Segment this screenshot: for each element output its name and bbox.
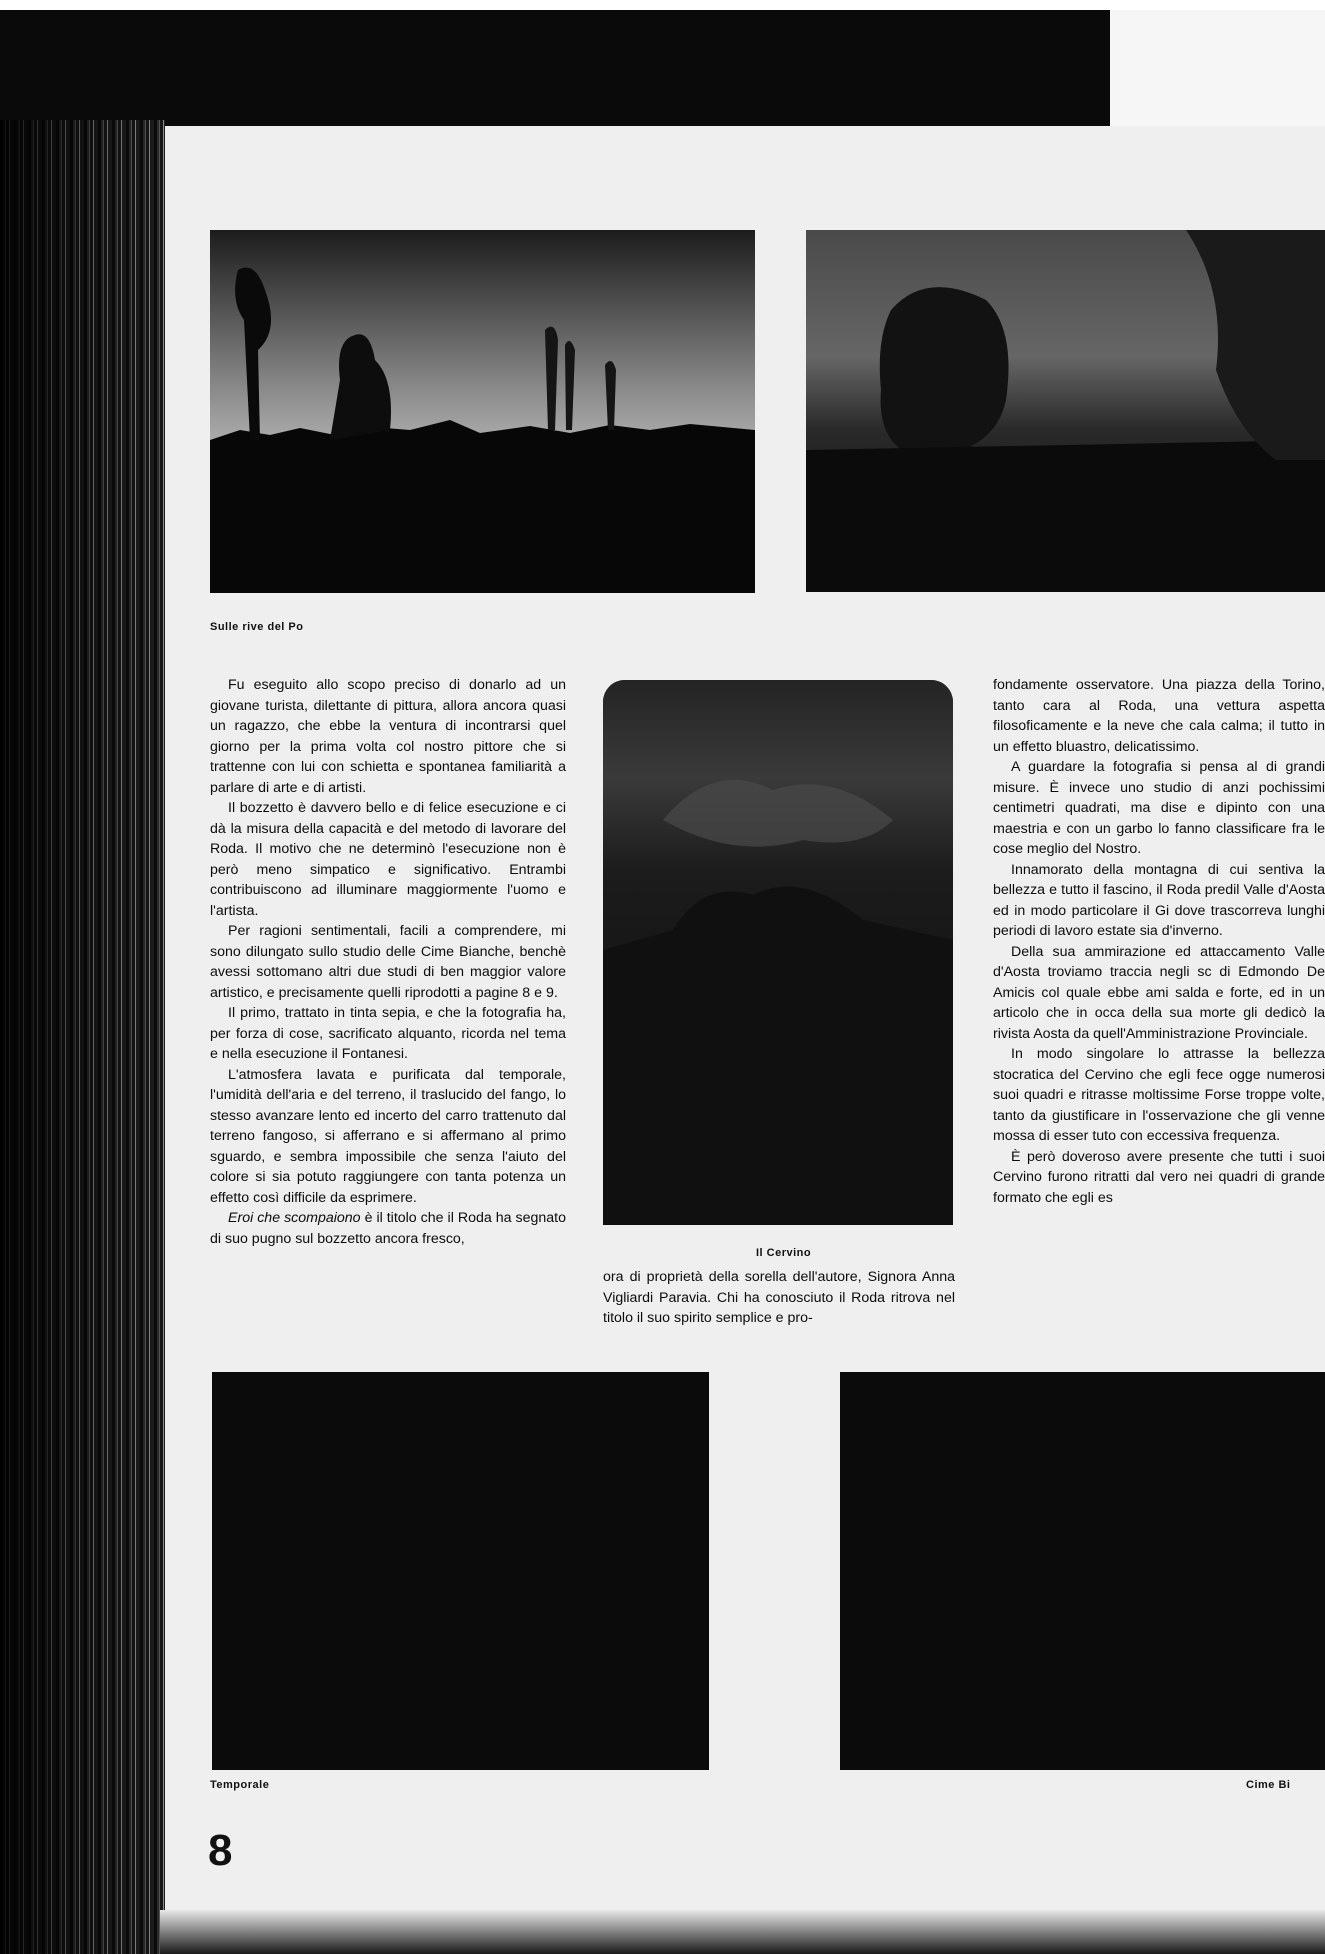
left-paragraph-2: Il bozzetto è davvero bello e di felice esecuzione e ci dà la misura della capacità e del metodo di lavorare del Roda. Il motivo che ne determinò l'esecuzione non è però meno simpatico e significativo. Entrambi contribuiscono ad illuminare maggiormente l'uomo e l'artista.: [210, 800, 566, 919]
caption-sulle-rive-del-po: Sulle rive del Po: [210, 621, 304, 633]
right-paragraph-4: Della sua ammirazione ed attaccamento Valle d'Aosta troviamo traccia negli sc di Edmondo De Amicis col quale ebbe ami salda e forte, ed in un articolo che in occa della sua morte gli dedicò la rivista Aosta da quell'Amministrazione Provinciale.: [993, 943, 1325, 1042]
caption-cime-bianche: Cime Bi: [1246, 1779, 1291, 1791]
caption-temporale: Temporale: [210, 1779, 270, 1791]
photo-il-cervino: [603, 680, 953, 1225]
spine-shadow: [0, 120, 165, 1954]
title-eroi-che-scompaiono: Eroi che scompaiono: [228, 1210, 361, 1226]
right-paragraph-1: fondamente osservatore. Una piazza della Torino, tanto cara al Roda, una vettura aspetta filosoficamente e la neve che cala calma; il tutto in un effetto bluastro, delicatissimo.: [993, 677, 1325, 755]
photo-top-right: [806, 230, 1325, 592]
photo-temporale: [212, 1372, 709, 1770]
right-paragraph-5: In modo singolare lo attrasse la bellezza stocratica del Cervino che egli fece ogge numerosi suoi quadri e ritrasse moltissime Forse troppe volte, tanto da giustificare in l'osservazione che gli venne mossa di esser tuto con eccessiva frequenza.: [993, 1046, 1325, 1144]
left-paragraph-4: Il primo, trattato in tinta sepia, e che la fotografia ha, per forza di cose, sacrificato alquanto, ricorda nel tema e nella esecuzione il Fontanesi.: [210, 1005, 566, 1062]
center-text-column: ora di proprietà della sorella dell'autore, Signora Anna Vigliardi Paravia. Chi ha conosciuto il Roda ritrova nel titolo il suo spirito semplice e pro-: [603, 1269, 955, 1326]
left-paragraph-6-rest: è il titolo che il Roda ha segnato di suo pugno sul bozzetto ancora fresco,: [210, 1210, 566, 1247]
page-bottom-shadow: [160, 1910, 1325, 1954]
right-text-column: [993, 675, 1325, 1208]
left-paragraph-1: Fu eseguito allo scopo preciso di donarlo ad un giovane turista, dilettante di pittura, allora ancora quasi un ragazzo, che ebbe la ventura di incontrarsi quel giorno per la prima volta col nostro pittore che si trattenne con lui con schietta e spontanea familiarità a parlare di arte e di artisti.: [210, 677, 566, 796]
caption-il-cervino: Il Cervino: [756, 1247, 812, 1259]
left-paragraph-5: L'atmosfera lavata e purificata dal temporale, l'umidità dell'aria e del terreno, il traslucido del fango, lo stesso avanzare lento ed incerto del carro trattenuto dal terreno fangoso, si afferrano e si affermano al primo sguardo, e sembra impossibile che senza l'aiuto del colore si sia potuto raggiungere con tanta potenza un effetto così difficile da esprimere.: [210, 1066, 566, 1206]
top-dark-band: [0, 10, 1110, 128]
right-paragraph-2: A guardare la fotografia si pensa al di grandi misure. È invece uno studio di anzi pochissimi centimetri quadrati, ma dise e dipinto con una maestria e con un garbo lo fanno classificare fra le cose meglio del Nostro.: [993, 759, 1325, 857]
left-text-column: [210, 675, 566, 1249]
right-paragraph-3: Innamorato della montagna di cui sentiva la bellezza e tutto il fascino, il Roda predil Valle d'Aosta ed in modo particolare il Gi dove trascorreva lunghi periodi di lavoro estate sia d'inverno.: [993, 861, 1325, 939]
photo-sulle-rive-del-po: [210, 230, 755, 593]
photo-cime-bianche: [840, 1372, 1325, 1770]
left-paragraph-3: Per ragioni sentimentali, facili a comprendere, mi sono dilungato sullo studio delle Cime Bianche, benchè avessi sottomano altri due studi di ben maggior valore artistico, e precisamente quelli riprodotti a pagine 8 e 9.: [210, 923, 566, 1001]
top-right-margin: [1110, 10, 1325, 130]
right-paragraph-6: È però doveroso avere presente che tutti i suoi Cervino furono ritratti dal vero nei quadri di grande formato che egli es: [993, 1148, 1325, 1206]
page-number: 8: [208, 1826, 233, 1875]
left-paragraph-6: [210, 1208, 566, 1249]
